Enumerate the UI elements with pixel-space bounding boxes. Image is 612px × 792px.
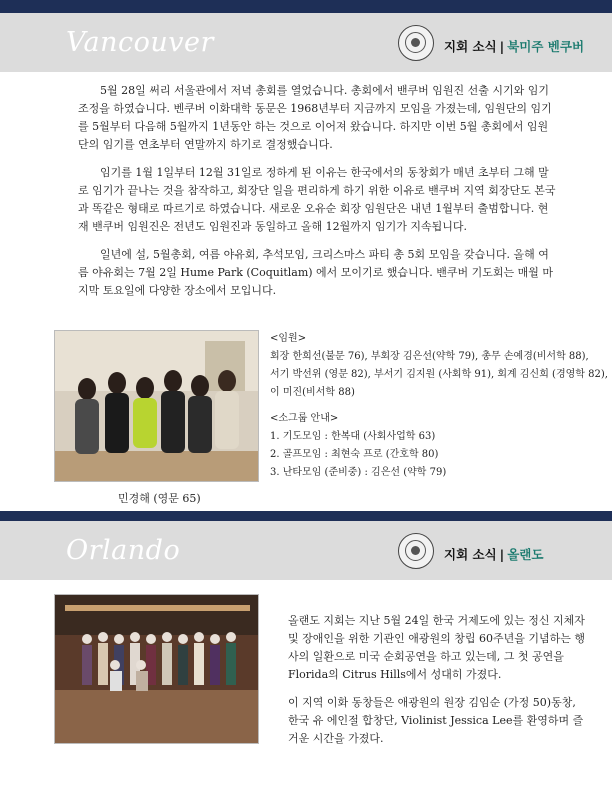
ewha-emblem-icon (398, 25, 434, 61)
orlando-city-title: Orlando (66, 535, 181, 566)
vancouver-photo-caption: 민경해 (영문 65) (118, 492, 201, 505)
orlando-section-label: 지회 소식 | 올랜도 (444, 547, 544, 562)
vancouver-city-title: Vancouver (66, 27, 214, 58)
vancouver-section-label: 지회 소식 | 북미주 벤쿠버 (444, 39, 585, 54)
vancouver-paragraph: 임기를 1월 1일부터 12월 31일로 정하게 된 이유는 한국에서의 동창회가 매년 초부터 그해 말로 임기가 끝나는 것을 참작하고, 회장단 일을 편리하게 하기 위한 이유로 밴쿠버 지역 회장단도 본국과 똑같은 형태로 따르기로 하였습니다. 새로운 오유순 회장 임원단은 내년 1월부터 출범합니다. 현재 밴쿠버 임원진은 전년도 임원진과 동일하고 올해 12월까지 임기가 지속됩니다. (78, 166, 556, 233)
groups-line: 3. 난타모임 (준비중) : 김은선 (약학 79) (270, 467, 447, 478)
groups-line: 1. 기도모임 : 한복대 (사회사업학 63) (270, 431, 436, 442)
groups-line: 2. 골프모임 : 최현숙 프로 (간호학 80) (270, 449, 439, 460)
officers-line: 회장 한희선(불문 76), 부회장 김은선(약학 79), 총무 손예경(비서학 88), (270, 351, 589, 362)
vancouver-article (78, 82, 558, 310)
ewha-emblem-icon (398, 533, 434, 569)
vancouver-officers-list (270, 330, 608, 482)
orlando-header-band (0, 521, 612, 580)
officers-line: 서기 박선위 (영문 82), 부서기 김지원 (사회학 91), 회계 김신희 (경영학 82), (270, 369, 608, 380)
groups-heading: <소그룹 안내> (270, 413, 339, 424)
officers-line: 이 미진(비서학 88) (270, 387, 355, 398)
section-divider-bar (0, 511, 612, 521)
vancouver-paragraph: 5월 28일 써리 서울관에서 저녁 총회를 열었습니다. 총회에서 밴쿠버 임원진 선출 시기와 임기조정을 하였습니다. 벤쿠버 이화대학 동문은 1968년부터 지금까지 모임을 가졌는데, 임원단의 임기를 5월부터 다음해 5월까지 1년동안 하는 것으로 이어져 왔습니다. 하지만 이번 5월 총회에서 임원단의 임기를 연초부터 연말까지 하기로 결정했습니다. (78, 84, 552, 151)
vancouver-group-photo (54, 330, 259, 482)
orlando-paragraph: 올랜도 지회는 지난 5월 24일 한국 거제도에 있는 정신 지체자및 장애인을 위한 기관인 애광원의 창립 60주년을 기념하는 행사의 일환으로 미국 순회공연을 하고 있는데, 그 첫 공연을 Florida의 Citrus Hills에서 성대히 가졌다. (288, 614, 585, 681)
officers-heading: <임원> (270, 333, 307, 344)
orlando-article (288, 612, 588, 758)
vancouver-header-band (0, 13, 612, 72)
vancouver-paragraph: 일년에 설, 5월총회, 여름 야유회, 추석모임, 크리스마스 파티 총 5회 모임을 갖습니다. 올해 여름 야유회는 7월 2일 Hume Park (Coquitlam) 에서 모이기로 했습니다. 밴쿠버 기도회는 매월 마지막 토요일에 다양한 장소에서 모입니다. (78, 248, 554, 297)
orlando-paragraph: 이 지역 이화 동창들은 애광원의 원장 김임순 (가정 50)동창, 한국 유 에인절 합창단, Violinist Jessica Lee를 환영하며 즐거운 시간을 가졌다. (288, 696, 584, 745)
orlando-group-photo (54, 594, 259, 744)
top-navy-bar (0, 0, 612, 13)
